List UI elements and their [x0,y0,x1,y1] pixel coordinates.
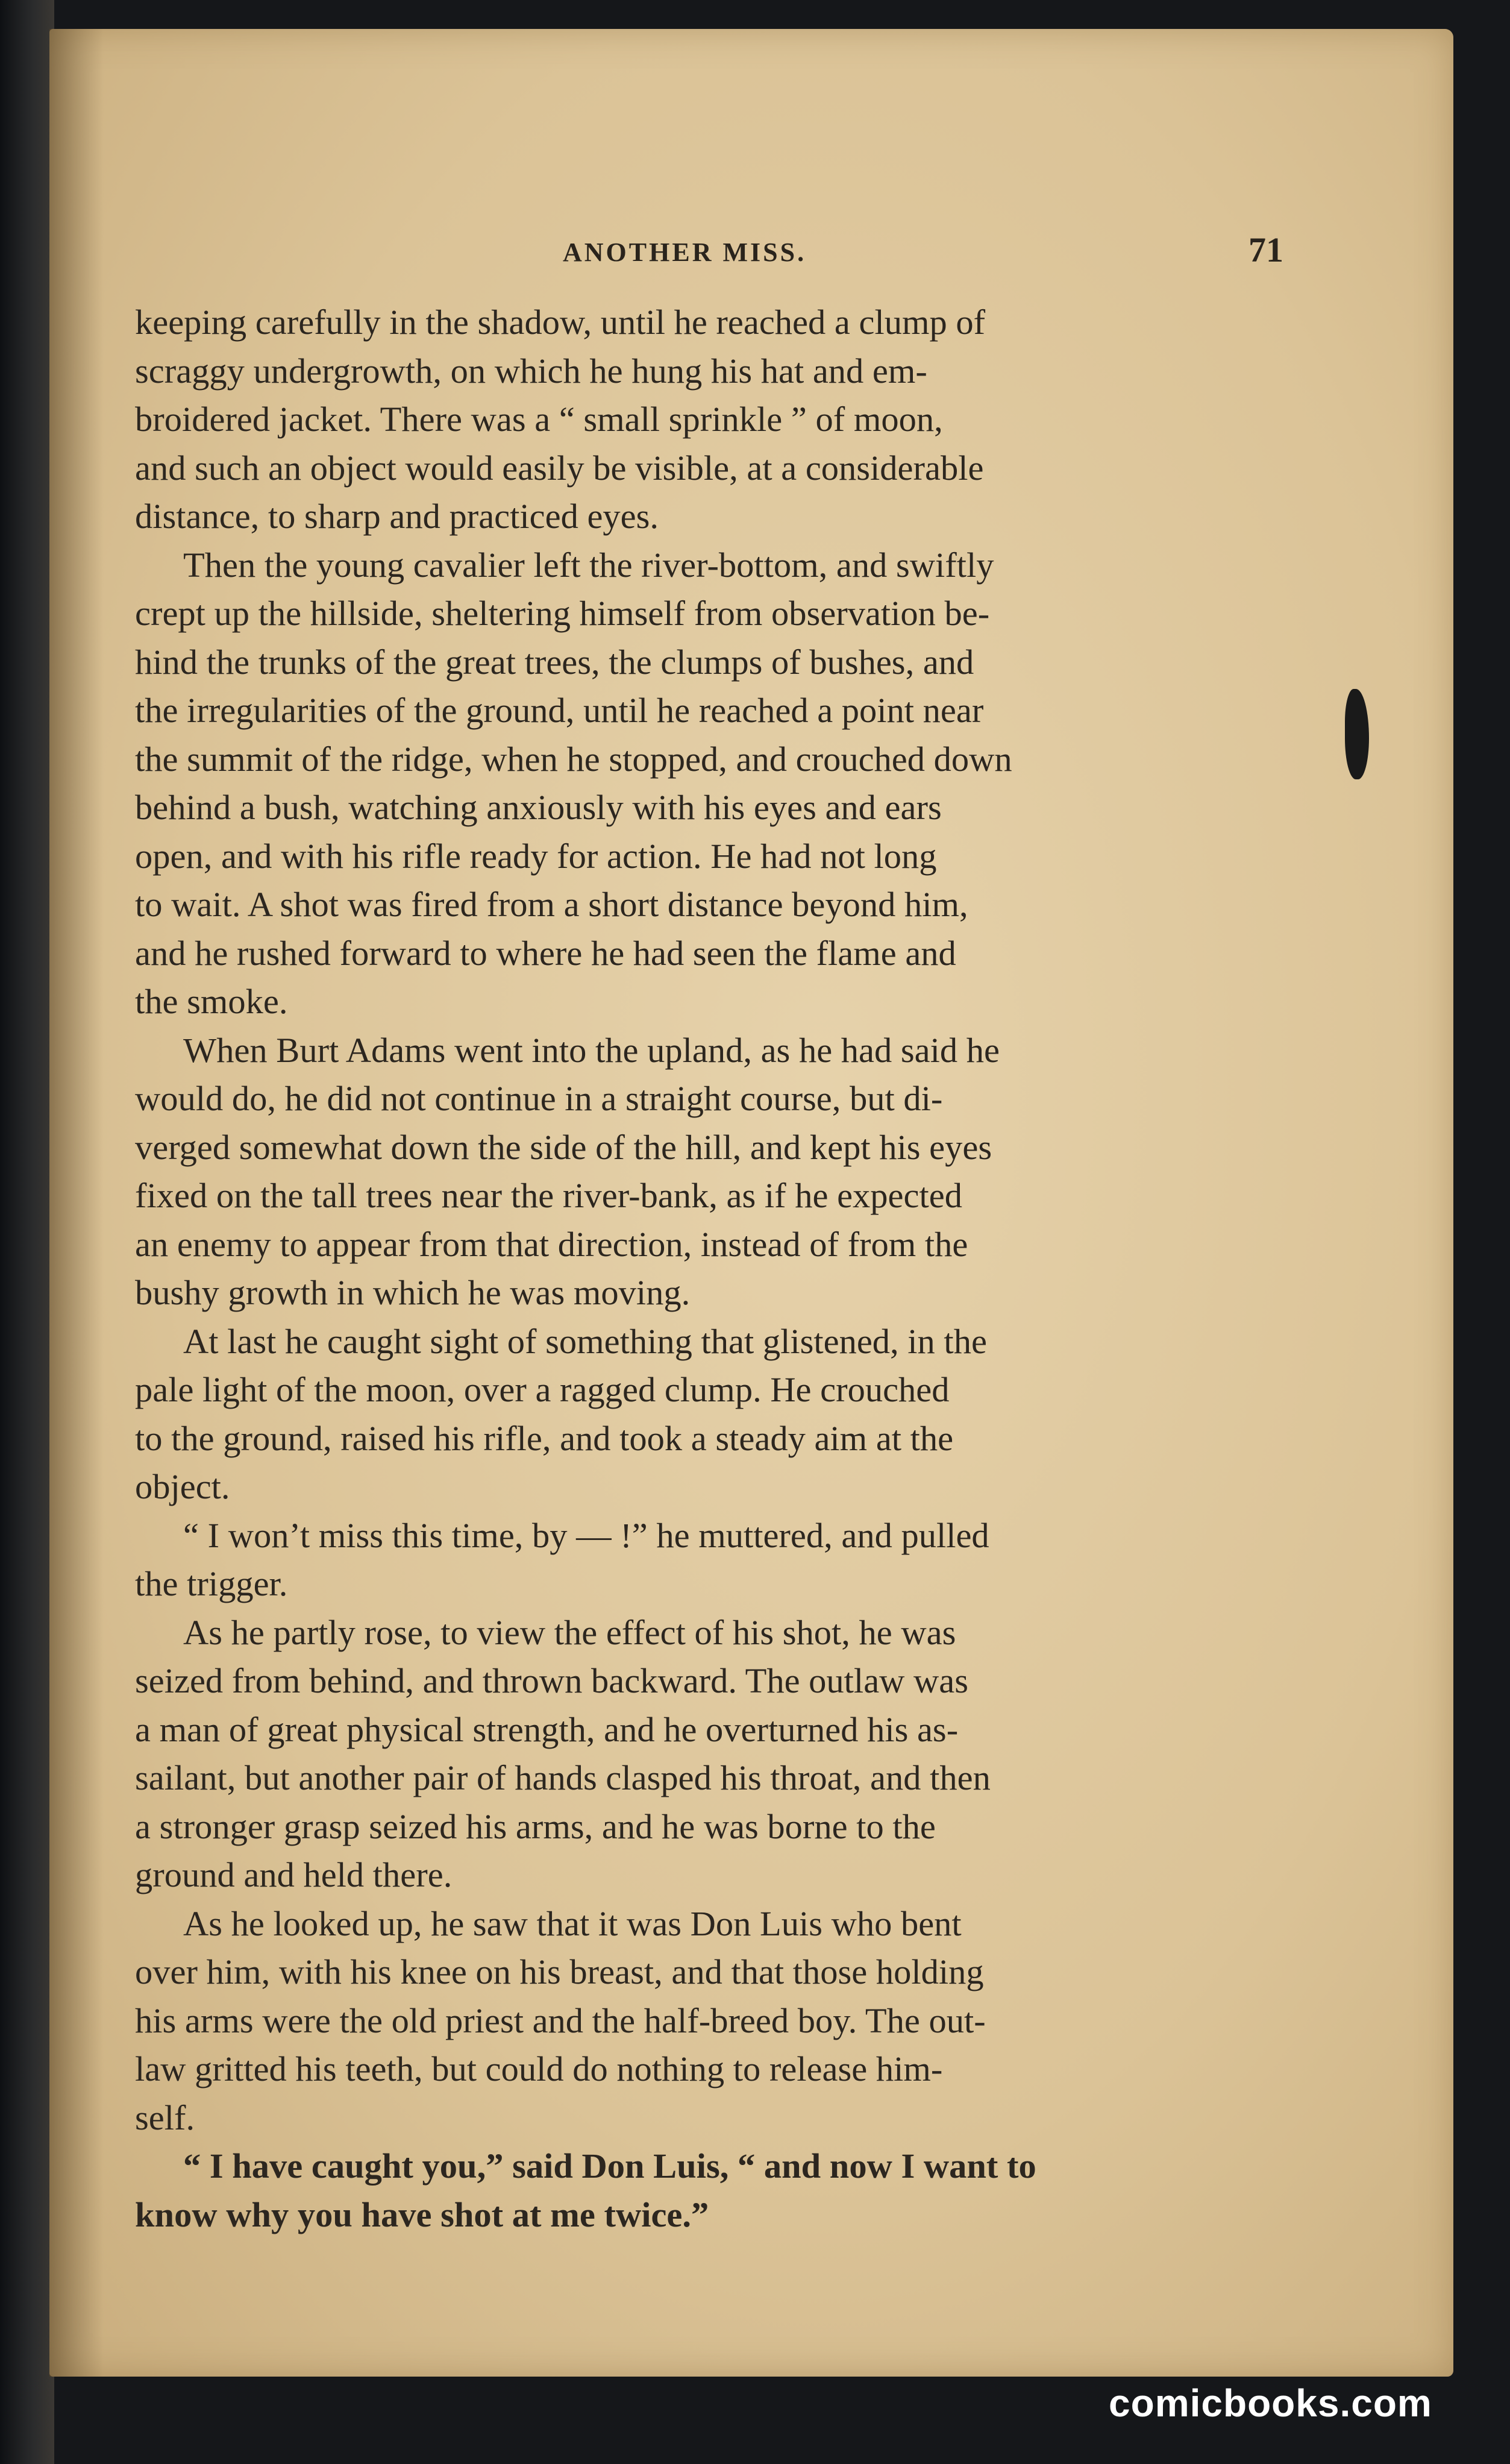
page-tear-mark [1345,689,1369,779]
text-line: self. [135,2098,195,2137]
text-line: law gritted his teeth, but could do nothing to release him- [135,2049,943,2088]
text-line: open, and with his rifle ready for action. He had not long [135,836,937,876]
text-line: over him, with his knee on his breast, and that those holding [135,1952,984,1991]
text-line: the irregularities of the ground, until he reached a point near [135,691,984,730]
text-line: object. [135,1467,230,1506]
text-line: know why you have shot at me twice.” [135,2195,709,2234]
body-text [135,298,1298,2239]
page-number: 71 [1248,230,1283,269]
text-line: crept up the hillside, sheltering himself from observation be- [135,594,990,633]
text-line: the summit of the ridge, when he stopped, and crouched down [135,739,1012,779]
text-line: and he rushed forward to where he had seen the flame and [135,933,956,973]
book-spine [0,0,54,2464]
page-gutter-shadow [49,29,104,2377]
text-line: to wait. A shot was fired from a short distance beyond him, [135,885,968,924]
text-line: As he partly rose, to view the effect of his shot, he was [183,1612,956,1652]
text-line: his arms were the old priest and the half-breed boy. The out- [135,2000,986,2040]
text-line: and such an object would easily be visible, at a considerable [135,448,984,488]
text-line: to the ground, raised his rifle, and took a steady aim at the [135,1418,954,1458]
text-line: a stronger grasp seized his arms, and he was borne to the [135,1806,936,1846]
text-line: the smoke. [135,982,288,1021]
text-line: Then the young cavalier left the river-bottom, and swiftly [183,545,994,585]
text-line: “ I have caught you,” said Don Luis, “ and now I want to [183,2146,1036,2186]
site-watermark: comicbooks.com [1109,2381,1432,2425]
text-line: verged somewhat down the side of the hill, and kept his eyes [135,1127,992,1167]
text-line: At last he caught sight of something that glistened, in the [183,1321,987,1361]
text-line: scraggy undergrowth, on which he hung his hat and em- [135,351,927,391]
text-line: sailant, but another pair of hands clasped his throat, and then [135,1758,991,1797]
text-line: behind a bush, watching anxiously with his eyes and ears [135,788,942,827]
text-line: a man of great physical strength, and he overturned his as- [135,1709,959,1749]
text-line: an enemy to appear from that direction, instead of from the [135,1224,968,1264]
text-line: the trigger. [135,1564,288,1603]
text-line: ground and held there. [135,1855,453,1894]
text-line: As he looked up, he saw that it was Don Luis who bent [183,1903,962,1943]
text-line: fixed on the tall trees near the river-bank, as if he expected [135,1176,962,1215]
text-line: broidered jacket. There was a “ small sprinkle ” of moon, [135,400,943,439]
text-line: would do, he did not continue in a straight course, but di- [135,1079,943,1118]
text-line: When Burt Adams went into the upland, as he had said he [183,1030,1000,1070]
text-line: keeping carefully in the shadow, until he reached a clump of [135,303,986,342]
text-line: distance, to sharp and practiced eyes. [135,497,659,536]
text-line: seized from behind, and thrown backward. The outlaw was [135,1661,969,1700]
running-head: ANOTHER MISS. [563,237,807,267]
text-line: hind the trunks of the great trees, the clumps of bushes, and [135,642,974,682]
text-line: pale light of the moon, over a ragged clump. He crouched [135,1370,950,1409]
text-line: “ I won’t miss this time, by — !” he muttered, and pulled [183,1515,989,1555]
text-line: bushy growth in which he was moving. [135,1273,691,1312]
